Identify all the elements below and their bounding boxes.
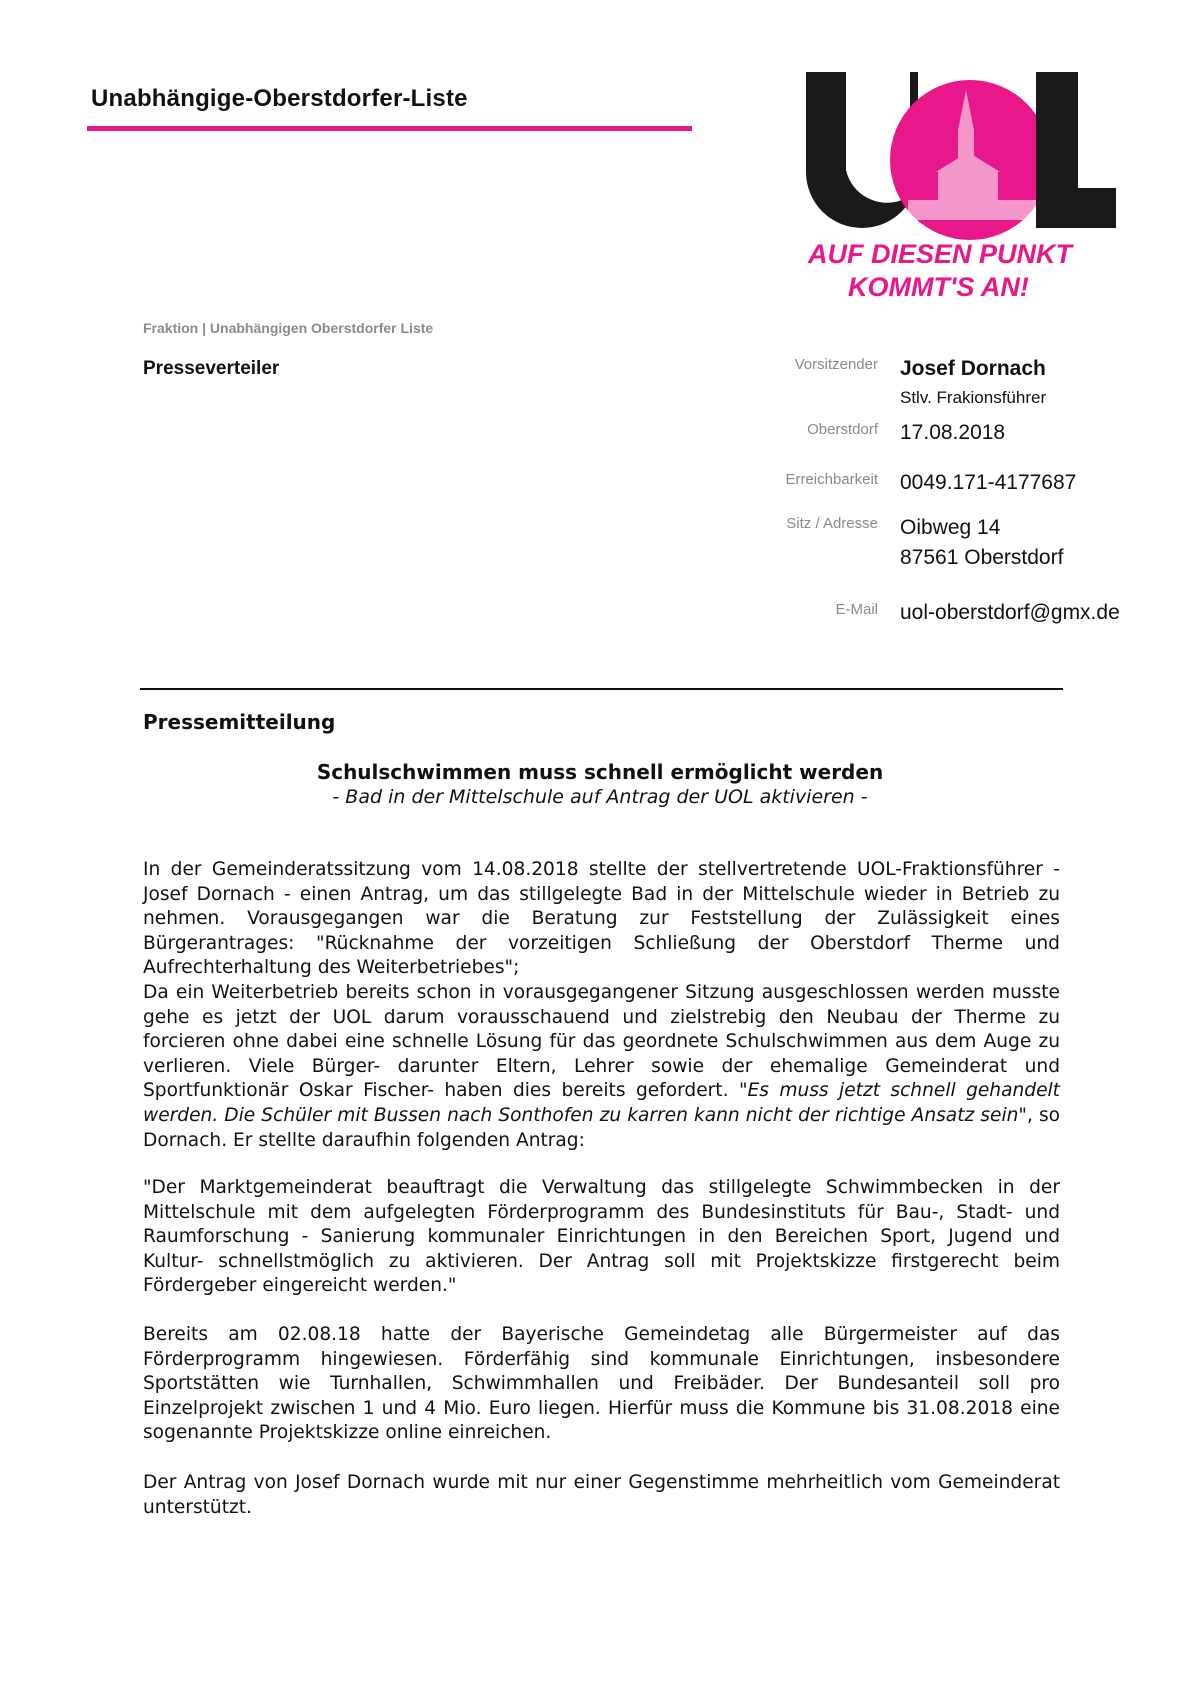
paragraph-1-end: ", so Dornach. Er stellte daraufhin folgenden Antrag: [143, 1104, 1061, 1151]
uol-logo [798, 60, 1118, 310]
phone-number: 0049.171-4177687 [900, 471, 1077, 494]
logo-letter-l [1036, 72, 1116, 228]
slogan-line-2: KOMMT'S AN! [848, 272, 1029, 302]
organization-title: Unabhängige-Oberstdorfer-Liste [91, 85, 468, 112]
phone-label: Erreichbarkeit [785, 471, 878, 488]
sender-line: Fraktion | Unabhängigen Oberstdorfer Liste [143, 320, 434, 336]
title-underline [87, 126, 692, 131]
recipient: Presseverteiler [143, 358, 280, 379]
headline: Schulschwimmen muss schnell ermöglicht werden [316, 760, 884, 784]
slogan-line-1: AUF DIESEN PUNKT [808, 239, 1073, 269]
paragraph-4: Der Antrag von Josef Dornach wurde mit nur einer Gegenstimme mehrheitlich vom Gemeinderat unterstützt. [143, 1472, 1060, 1518]
chair-label: Vorsitzender [794, 356, 878, 373]
paragraph-3: Bereits am 02.08.18 hatte der Bayerische Gemeindetag alle Bürgermeister auf das Förderprogramm hingewiesen. Förderfähig sind kommunale Einrichtungen, insbesondere Sportstätten wie Turnhallen, Schwimmhallen und Freibäder. Der Bundesanteil soll pro Einzelprojekt zwischen 1 und 4 Mio. Euro liegen. Hierfür muss die Kommune bis 31.08.2018 eine sogenannte Projektskizze online einreichen. [143, 1324, 1060, 1444]
section-heading: Pressemitteilung [143, 710, 336, 734]
email-label: E-Mail [835, 601, 878, 618]
dornach-quote: "Es muss jetzt schnell gehandelt werden. Die Schüler mit Bussen nach Sonthofen zu karren kann nicht der richtige Ansatz sein [143, 1080, 1060, 1126]
paragraph-1-text: Da ein Weiterbetrieb bereits schon in vorausgegangener Sitzung ausgeschlossen werden musste gehe es jetzt der UOL darum vorausschauend und zielstrebig den Neubau der Therme zu forcieren ohne dabei eine schnelle Lösung für das geordnete Schulschwimmen aus dem Auge zu verlieren. Viele Bürger- darunter Eltern, Lehrer sowie der ehemalige Gemeinderat und Sportfunktionär Oskar Fischer- haben dies bereits gefordert. [143, 981, 1060, 1102]
address-street: Oibweg 14 [900, 516, 1001, 539]
paragraph-1-part-a: In der Gemeinderatssitzung vom 14.08.2018 stellte der stellvertretende UOL-Fraktionsführer - Josef Dornach - einen Antrag, um das stillgelegte Bad in der Mittelschule wieder in Betrieb zu nehmen. Vorausgegangen war die Beratung zur Feststellung der Zulässigkeit eines Bürgerantrages: "Rücknahme der vorzeitigen Schließung der Oberstdorf Therme und Aufrechterhaltung des Weiterbetriebes"; [143, 859, 1060, 979]
chair-name: Josef Dornach [900, 357, 1046, 380]
chair-role: Stlv. Frakionsführer [900, 388, 1047, 407]
paragraph-1 [143, 858, 1060, 1153]
paragraph-1-part-b [143, 981, 1060, 1153]
email-address[interactable]: uol-oberstdorf@gmx.de [900, 601, 1120, 624]
section-divider [140, 688, 1063, 690]
address-label: Sitz / Adresse [786, 515, 878, 532]
date: 17.08.2018 [900, 421, 1006, 444]
place-label: Oberstdorf [807, 421, 878, 438]
subheadline: - Bad in der Mittelschule auf Antrag der UOL aktivieren - [332, 786, 868, 808]
paragraph-2: "Der Marktgemeinderat beauftragt die Verwaltung das stillgelegte Schwimmbecken in der Mittelschule mit dem aufgelegten Förderprogramm des Bundesinstituts für Bau-, Stadt- und Raumforschung - Sanierung kommunaler Einrichtungen in den Bereichen Sport, Jugend und Kultur- schnellstmöglich zu aktivieren. Der Antrag soll mit Projektskizze firstgerecht beim Fördergeber eingereicht werden." [143, 1177, 1060, 1297]
address-city: 87561 Oberstdorf [900, 546, 1064, 569]
